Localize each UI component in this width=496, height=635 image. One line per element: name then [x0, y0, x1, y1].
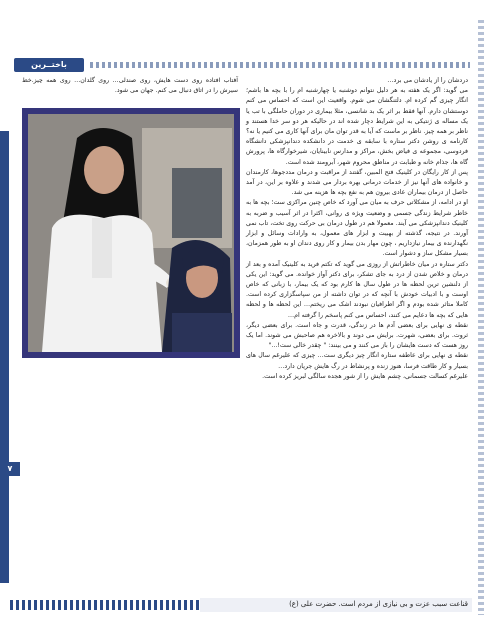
article-photo [22, 108, 240, 358]
doctor-treating-patient-photo [22, 108, 240, 358]
paragraph: می گوید: اگر یک هفته به هر دلیل نتوانم دوشنبه یا چهارشنبه ام را با بچه ها باشم؛ انگار چیزی گم کرده ام. دلتنگشان می شوم. واقعیت این است که احساس می کنم دوستشان دارم. آنها فقط بر اثر یک بد شانسی، مثلا بیماری در دوران حاملگی با تب یا یک مساله ی ژنتیکی به این شرایط دچار شده اند در حالیکه هر دو سر خدا هستند و ناظر بر همه چیز. ناظر بر ماست که آیا به قدر توان مان برای آنها کاری می کنیم یا نه؟ [246, 87, 468, 136]
paragraph: نقطه ی نهایی برای بعضی آدم ها در زندگی، قدرت و جاه است. برای بعضی دیگر، ثروت. برای بعضی، شهرت. برایش می دوند و بالاخره هم صاحبش می شوند. اما یک روز هست که دست هایشان را باز می کنند و می بینند: " چقدر خالی ست!..." [246, 321, 468, 350]
article-column-right [246, 76, 468, 382]
right-edge-ornament [478, 20, 484, 615]
paragraph: او در ادامه، از مشکلاتی حرف به میان می آورد که خاص چنین مراکزی ست؛ بچه ها به خاطر شرایط زندگی جسمی و وضعیت ویژه ی روانی، اکثرا در اثر آسیب و ضربه به کلینیک دندانپزشکی می آیند. معمولا هم در طول درمان بی حرکت روی تخت، تاب نمی آورند. در نتیجه، گذشته از بهبیت و ابزار های معمول، به وارادات وسائل و ابزار نگهدارنده ی بیمار نیازداریم ، چون مهار بدن بیمار و کار روی دندان او به طور همزمان، بسیار مشکل ساز و دشوار است. [246, 199, 468, 258]
side-color-band [0, 131, 9, 583]
page-number: ۷ [0, 462, 20, 476]
paragraph: دردشان را از یادشان می برد… [387, 77, 468, 84]
paragraph: پس از کار رایگان در کلینیک فتح المبین، گفتند از مراقبت و درمان مددجوها، کارمندان و خانواده های آنها نیز از خدمات درمانی بهره بردار می شدند و علاوه بر این، در آمد حاصل از درمان بیماران عادی بیرون هم به نفع بچه ها هزینه می شد. [246, 168, 468, 197]
paragraph: نقطه ی نهایی برای عاطفه ستاره انگار چیز دیگری ست… چیزی که علیرغم سال های بسیار و کار طاقت فرسا، هنوز زنده و پرنشاط در رگ هایش جریان دارد… [246, 352, 468, 370]
paragraph: علیرغم کسالت جسمانی، چشم هایش را از شور هجده سالگی لبریز کرده است. [262, 372, 468, 380]
article-column-left-intro: آفتاب افتاده روی دست هایش، روی صندلی… روی گلدان… روی همه چیز.خط سیرش را در اتاق دنبال می کنم. جهان می شود. [22, 77, 238, 94]
paragraph: دکتر ستاره در میان خاطراتش از روزی می گوید که تکتم فرید به کلینیک آمده و بعد از درمان و خلاص شدن از درد به جای تشکر، برای دکتر آواز خوانده. می گوید: این یکی از دلنشین ترین لحظه ها در طول سال ها کارم بود که یک بیمار، با زبانی که خاص اوست و با ادبیات خودش با آنچه که در توان داشته از من سپاسگزاری کرده است. کاملا متاثر شده بودم و اگر اطرافیان نبودند اشک می ریختم… این لحظه ها و لحظه هایی که بچه ها دعایم می کنند، احساس می کنم پاسخم را گرفته ام… [246, 260, 468, 319]
header-ornament [90, 62, 470, 68]
footer-ornament [10, 600, 210, 610]
section-badge: باختــرین [14, 58, 84, 72]
paragraph: کارنامه ی روشن دکتر ستاره با سابقه ی خدمت در دانشکده دندانپزشکی دانشگاه فردوسی، مجموعه ی فیاض بخش، مراکز و مدارس نابینایان، شیرخوارگاه ها، پرورش گاه ها، جذام خانه و طبابت در مناطق محروم شهر، آبرومند شده است. [246, 138, 468, 166]
footer-quote: قناعت سبب عزت و بی نیازی از مردم است. حضرت علی (ع) [289, 600, 468, 608]
